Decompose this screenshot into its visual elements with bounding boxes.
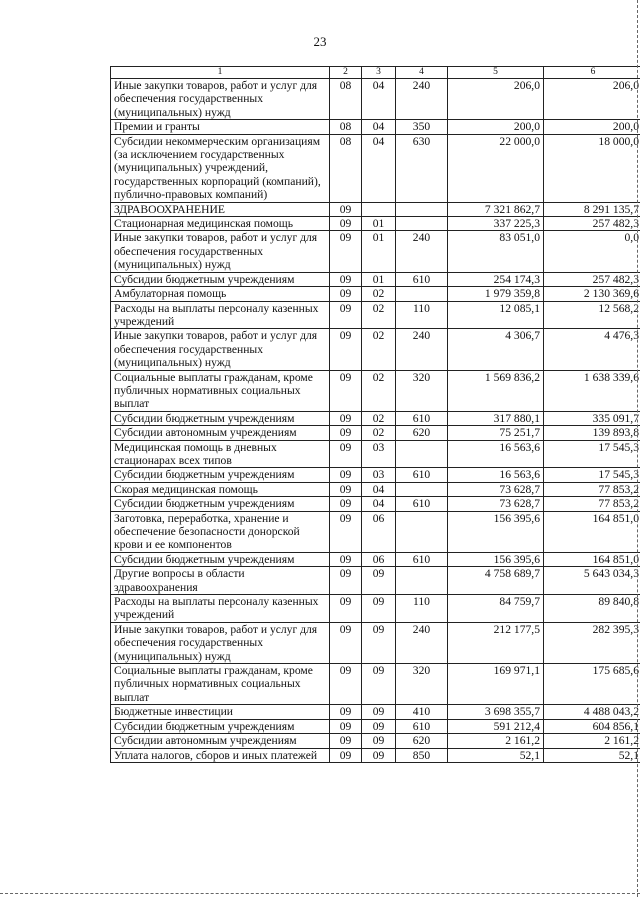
item-name-cell: Субсидии бюджетным учреждениям (111, 497, 330, 511)
item-name-cell: Премии и гранты (111, 120, 330, 134)
item-name-cell: Субсидии бюджетным учреждениям (111, 411, 330, 425)
expense-type-code-cell (396, 440, 448, 468)
header-cell: 2 (330, 67, 362, 79)
amount-col5-cell: 83 051,0 (448, 231, 544, 272)
expense-type-code-cell: 110 (396, 301, 448, 329)
header-cell: 1 (111, 67, 330, 79)
expense-type-code-cell (396, 511, 448, 552)
amount-col5-cell: 16 563,6 (448, 440, 544, 468)
header-cell: 5 (448, 67, 544, 79)
expense-type-code-cell: 240 (396, 329, 448, 370)
expense-type-code-cell: 610 (396, 497, 448, 511)
subsection-code-cell: 01 (362, 231, 396, 272)
amount-col6-cell: 206,0 (544, 79, 640, 120)
section-code-cell: 09 (330, 217, 362, 231)
amount-col5-cell: 156 395,6 (448, 511, 544, 552)
section-code-cell: 09 (330, 426, 362, 440)
subsection-code-cell: 09 (362, 734, 396, 748)
amount-col5-cell: 73 628,7 (448, 482, 544, 496)
subsection-code-cell: 09 (362, 719, 396, 733)
expense-type-code-cell: 610 (396, 468, 448, 482)
item-name-cell: Расходы на выплаты персоналу казенных учреждений (111, 595, 330, 623)
section-code-cell: 08 (330, 79, 362, 120)
expense-type-code-cell: 620 (396, 734, 448, 748)
subsection-code-cell: 09 (362, 664, 396, 705)
amount-col5-cell: 12 085,1 (448, 301, 544, 329)
section-code-cell: 09 (330, 411, 362, 425)
expense-type-code-cell: 320 (396, 664, 448, 705)
item-name-cell: Уплата налогов, сборов и иных платежей (111, 748, 330, 762)
subsection-code-cell: 03 (362, 440, 396, 468)
section-code-cell: 09 (330, 231, 362, 272)
table-row (111, 370, 640, 411)
section-code-cell: 09 (330, 202, 362, 216)
amount-col5-cell: 1 979 359,8 (448, 287, 544, 301)
amount-col6-cell: 200,0 (544, 120, 640, 134)
expense-type-code-cell: 110 (396, 595, 448, 623)
amount-col6-cell: 1 638 339,6 (544, 370, 640, 411)
amount-col6-cell: 604 856,1 (544, 719, 640, 733)
subsection-code-cell: 04 (362, 79, 396, 120)
item-name-cell: Субсидии бюджетным учреждениям (111, 468, 330, 482)
header-cell: 4 (396, 67, 448, 79)
subsection-code-cell: 02 (362, 426, 396, 440)
amount-col6-cell: 77 853,2 (544, 482, 640, 496)
amount-col6-cell: 175 685,6 (544, 664, 640, 705)
subsection-code-cell: 03 (362, 468, 396, 482)
page-edge-bottom (0, 893, 640, 894)
table-header-row (111, 67, 640, 79)
amount-col5-cell: 4 306,7 (448, 329, 544, 370)
amount-col5-cell: 16 563,6 (448, 468, 544, 482)
section-code-cell: 09 (330, 301, 362, 329)
table-row (111, 595, 640, 623)
amount-col5-cell: 52,1 (448, 748, 544, 762)
section-code-cell: 09 (330, 468, 362, 482)
section-code-cell: 09 (330, 748, 362, 762)
expense-type-code-cell: 240 (396, 622, 448, 663)
amount-col5-cell: 2 161,2 (448, 734, 544, 748)
amount-col5-cell: 7 321 862,7 (448, 202, 544, 216)
item-name-cell: Иные закупки товаров, работ и услуг для обеспечения государственных (муниципальных) нужд (111, 329, 330, 370)
amount-col6-cell: 17 545,3 (544, 468, 640, 482)
expense-type-code-cell: 610 (396, 719, 448, 733)
subsection-code-cell: 09 (362, 567, 396, 595)
subsection-code-cell: 01 (362, 272, 396, 286)
item-name-cell: Расходы на выплаты персоналу казенных учреждений (111, 301, 330, 329)
table-row (111, 301, 640, 329)
item-name-cell: Социальные выплаты гражданам, кроме публичных нормативных социальных выплат (111, 664, 330, 705)
amount-col6-cell: 282 395,3 (544, 622, 640, 663)
amount-col5-cell: 4 758 689,7 (448, 567, 544, 595)
table-row (111, 287, 640, 301)
page-edge-right (637, 0, 638, 897)
table-row (111, 440, 640, 468)
section-code-cell: 09 (330, 370, 362, 411)
item-name-cell: Субсидии автономным учреждениям (111, 426, 330, 440)
expense-type-code-cell: 320 (396, 370, 448, 411)
amount-col6-cell: 8 291 135,7 (544, 202, 640, 216)
section-code-cell: 09 (330, 595, 362, 623)
table-row (111, 552, 640, 566)
expense-type-code-cell (396, 567, 448, 595)
table-row (111, 217, 640, 231)
table-row (111, 411, 640, 425)
expense-type-code-cell: 850 (396, 748, 448, 762)
subsection-code-cell: 09 (362, 748, 396, 762)
table-row (111, 482, 640, 496)
amount-col5-cell: 337 225,3 (448, 217, 544, 231)
amount-col5-cell: 212 177,5 (448, 622, 544, 663)
table-row (111, 567, 640, 595)
table-row (111, 202, 640, 216)
budget-table (110, 66, 640, 763)
subsection-code-cell: 04 (362, 497, 396, 511)
amount-col6-cell: 335 091,7 (544, 411, 640, 425)
item-name-cell: Амбулаторная помощь (111, 287, 330, 301)
amount-col5-cell: 1 569 836,2 (448, 370, 544, 411)
amount-col6-cell: 89 840,8 (544, 595, 640, 623)
section-code-cell: 08 (330, 134, 362, 202)
expense-type-code-cell (396, 217, 448, 231)
amount-col6-cell: 0,0 (544, 231, 640, 272)
amount-col6-cell: 12 568,2 (544, 301, 640, 329)
amount-col6-cell: 4 476,3 (544, 329, 640, 370)
item-name-cell: Субсидии бюджетным учреждениям (111, 719, 330, 733)
expense-type-code-cell: 240 (396, 79, 448, 120)
amount-col5-cell: 156 395,6 (448, 552, 544, 566)
amount-col6-cell: 139 893,8 (544, 426, 640, 440)
table-row (111, 705, 640, 719)
amount-col6-cell: 2 161,2 (544, 734, 640, 748)
table-row (111, 622, 640, 663)
table-row (111, 231, 640, 272)
item-name-cell: Субсидии автономным учреждениям (111, 734, 330, 748)
amount-col5-cell: 317 880,1 (448, 411, 544, 425)
expense-type-code-cell: 350 (396, 120, 448, 134)
section-code-cell: 09 (330, 272, 362, 286)
table-row (111, 748, 640, 762)
table-body (111, 79, 640, 763)
expense-type-code-cell: 610 (396, 552, 448, 566)
expense-type-code-cell: 620 (396, 426, 448, 440)
table-row (111, 79, 640, 120)
section-code-cell: 09 (330, 497, 362, 511)
subsection-code-cell: 09 (362, 705, 396, 719)
header-cell: 3 (362, 67, 396, 79)
item-name-cell: Субсидии бюджетным учреждениям (111, 272, 330, 286)
amount-col6-cell: 257 482,3 (544, 272, 640, 286)
table-row (111, 468, 640, 482)
amount-col6-cell: 164 851,0 (544, 552, 640, 566)
section-code-cell: 08 (330, 120, 362, 134)
amount-col5-cell: 591 212,4 (448, 719, 544, 733)
item-name-cell: Иные закупки товаров, работ и услуг для обеспечения государственных (муниципальных) нужд (111, 622, 330, 663)
section-code-cell: 09 (330, 719, 362, 733)
item-name-cell: ЗДРАВООХРАНЕНИЕ (111, 202, 330, 216)
amount-col6-cell: 77 853,2 (544, 497, 640, 511)
subsection-code-cell: 02 (362, 411, 396, 425)
subsection-code-cell: 06 (362, 511, 396, 552)
amount-col5-cell: 169 971,1 (448, 664, 544, 705)
item-name-cell: Социальные выплаты гражданам, кроме публичных нормативных социальных выплат (111, 370, 330, 411)
table-row (111, 120, 640, 134)
amount-col5-cell: 73 628,7 (448, 497, 544, 511)
section-code-cell: 09 (330, 440, 362, 468)
amount-col5-cell: 200,0 (448, 120, 544, 134)
amount-col6-cell: 52,1 (544, 748, 640, 762)
table-row (111, 426, 640, 440)
section-code-cell: 09 (330, 622, 362, 663)
subsection-code-cell: 02 (362, 370, 396, 411)
subsection-code-cell: 01 (362, 217, 396, 231)
section-code-cell: 09 (330, 705, 362, 719)
subsection-code-cell: 09 (362, 622, 396, 663)
amount-col5-cell: 22 000,0 (448, 134, 544, 202)
amount-col5-cell: 3 698 355,7 (448, 705, 544, 719)
subsection-code-cell: 09 (362, 595, 396, 623)
subsection-code-cell: 02 (362, 329, 396, 370)
subsection-code-cell: 04 (362, 134, 396, 202)
amount-col5-cell: 254 174,3 (448, 272, 544, 286)
table-row (111, 497, 640, 511)
amount-col6-cell: 164 851,0 (544, 511, 640, 552)
section-code-cell: 09 (330, 329, 362, 370)
table-row (111, 134, 640, 202)
expense-type-code-cell (396, 202, 448, 216)
section-code-cell: 09 (330, 287, 362, 301)
subsection-code-cell: 02 (362, 301, 396, 329)
expense-type-code-cell (396, 482, 448, 496)
expense-type-code-cell: 610 (396, 411, 448, 425)
item-name-cell: Другие вопросы в области здравоохранения (111, 567, 330, 595)
table-row (111, 664, 640, 705)
expense-type-code-cell: 610 (396, 272, 448, 286)
item-name-cell: Иные закупки товаров, работ и услуг для обеспечения государственных (муниципальных) нужд (111, 231, 330, 272)
section-code-cell: 09 (330, 734, 362, 748)
item-name-cell: Субсидии бюджетным учреждениям (111, 552, 330, 566)
page-number: 23 (313, 34, 327, 49)
item-name-cell: Скорая медицинская помощь (111, 482, 330, 496)
section-code-cell: 09 (330, 664, 362, 705)
amount-col6-cell: 5 643 034,3 (544, 567, 640, 595)
item-name-cell: Бюджетные инвестиции (111, 705, 330, 719)
table-row (111, 329, 640, 370)
subsection-code-cell: 06 (362, 552, 396, 566)
table-row (111, 511, 640, 552)
expense-type-code-cell (396, 287, 448, 301)
section-code-cell: 09 (330, 552, 362, 566)
amount-col5-cell: 206,0 (448, 79, 544, 120)
table-row (111, 719, 640, 733)
amount-col6-cell: 2 130 369,6 (544, 287, 640, 301)
subsection-code-cell (362, 202, 396, 216)
section-code-cell: 09 (330, 567, 362, 595)
item-name-cell: Стационарная медицинская помощь (111, 217, 330, 231)
amount-col6-cell: 18 000,0 (544, 134, 640, 202)
amount-col5-cell: 75 251,7 (448, 426, 544, 440)
table-row (111, 272, 640, 286)
subsection-code-cell: 02 (362, 287, 396, 301)
amount-col6-cell: 257 482,3 (544, 217, 640, 231)
subsection-code-cell: 04 (362, 120, 396, 134)
amount-col5-cell: 84 759,7 (448, 595, 544, 623)
section-code-cell: 09 (330, 511, 362, 552)
expense-type-code-cell: 630 (396, 134, 448, 202)
amount-col6-cell: 17 545,3 (544, 440, 640, 468)
subsection-code-cell: 04 (362, 482, 396, 496)
item-name-cell: Субсидии некоммерческим организациям (за исключением государственных (муниципальных) учреждений, государственных корпораций (компаний), публично-правовых компаний) (111, 134, 330, 202)
item-name-cell: Заготовка, переработка, хранение и обеспечение безопасности донорской крови и ее компонентов (111, 511, 330, 552)
section-code-cell: 09 (330, 482, 362, 496)
expense-type-code-cell: 240 (396, 231, 448, 272)
header-cell: 6 (544, 67, 640, 79)
table-row (111, 734, 640, 748)
item-name-cell: Медицинская помощь в дневных стационарах всех типов (111, 440, 330, 468)
expense-type-code-cell: 410 (396, 705, 448, 719)
amount-col6-cell: 4 488 043,2 (544, 705, 640, 719)
item-name-cell: Иные закупки товаров, работ и услуг для обеспечения государственных (муниципальных) нужд (111, 79, 330, 120)
